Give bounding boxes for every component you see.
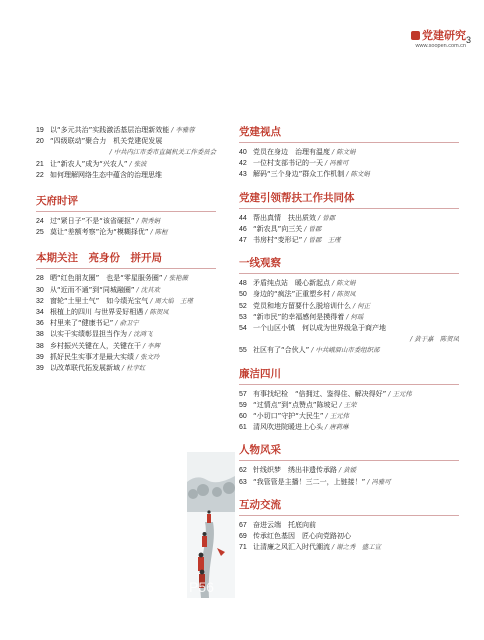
toc-section xyxy=(36,251,216,374)
toc-entry[interactable]: 63 “我管管是主播！三二一，上链接！” / 冯雅可 xyxy=(239,477,391,486)
toc-section xyxy=(239,191,459,247)
toc-entry[interactable]: 22 如何理解网络生态中蕴含的治理思维 xyxy=(36,170,162,179)
toc-section xyxy=(36,194,216,238)
toc-entry[interactable]: 44 帮出真情 扶出质效 / 曾郡 xyxy=(239,213,335,222)
page-number: 3 xyxy=(466,35,472,45)
magazine-logo xyxy=(396,30,466,42)
toc-entry[interactable]: 28 晒“红色朋友圈” 也是“零星服务圈” / 张艳薇 xyxy=(36,274,188,283)
toc-entry[interactable]: 38 乡村振兴关键在人，关键在干 / 李辉 xyxy=(36,341,160,350)
section-title: 党建引领帮扶工作共同体 xyxy=(239,191,355,204)
photo-caption: P56 xyxy=(189,579,214,595)
website-url[interactable]: www.soopen.com.cn xyxy=(415,43,466,49)
toc-entry[interactable]: 34 根植上的四川 与世界妥好相遇 / 陈贺凤 xyxy=(36,308,169,317)
section-title: 党建视点 xyxy=(239,126,281,138)
toc-entry-author-line: / 中共内江市委市直属机关工作委员会 xyxy=(109,148,216,157)
toc-section xyxy=(239,498,459,554)
seal-icon xyxy=(411,31,420,40)
section-title: 一线观察 xyxy=(239,257,281,270)
logo-text: 党建研究 xyxy=(422,29,466,42)
toc-entry[interactable]: 24 过“紧日子”不是“该省硬抠” / 荆秀娟 xyxy=(36,217,160,226)
toc-entry[interactable]: 67 奋进云端 托底向前 xyxy=(239,520,316,529)
toc-entry[interactable]: 47 书房村“变形记” / 曾郡 王瑾 xyxy=(239,236,341,245)
toc-entry[interactable]: 19 以“多元共治”实践激活基层治理新效能 / 李雅蓉 xyxy=(36,126,195,134)
toc-entry[interactable]: 53 “新市民”的幸福感何是摸得着 / 何瑶 xyxy=(239,312,364,321)
section-title: 本期关注 亮身份 拼开局 xyxy=(36,252,162,265)
section-divider xyxy=(239,208,459,209)
toc-entry[interactable]: 60 “小切口”守护“大民生” / 王元伟 xyxy=(239,412,349,421)
section-title: 天府时评 xyxy=(36,195,78,208)
toc-entry[interactable]: 25 莫让“差额考察”沦为“模糊择优” / 陈桓 xyxy=(36,228,168,237)
section-divider xyxy=(239,384,459,385)
toc-entry[interactable]: 59 “过情点”到“点赞点”陈坡记 / 王荣 xyxy=(239,400,357,409)
toc-entry[interactable]: 42 一位村支部书记的一天 / 冯雅可 xyxy=(239,159,349,168)
toc-entry[interactable]: 40 党员在身边 治理有温度 / 陈文娟 xyxy=(239,148,356,156)
toc-entry[interactable]: 50 身边的“疯法”正重塑乡村 / 陈贺凤 xyxy=(239,290,356,299)
section-divider xyxy=(239,273,459,274)
toc-entry[interactable]: 30 从“近而不通”到“同城融圈” / 沈其欢 xyxy=(36,285,160,294)
toc-entry[interactable]: 52 党员和地方留要什么脱培训什么 / 何正 xyxy=(239,301,370,310)
section-title: 互动交流 xyxy=(239,498,281,511)
toc-entry[interactable]: 32 窗轮“土里土气” 如今绩光宝气 / 周大焰 王瑾 xyxy=(36,296,193,305)
toc-entry[interactable]: 20 “四级联动”聚合力 机关党建促发展 xyxy=(36,137,163,146)
section-divider xyxy=(36,268,216,269)
toc-entry[interactable]: 39 以改革联代拓发展新域 / 杜宇红 xyxy=(36,364,146,373)
masthead xyxy=(396,30,466,50)
toc-entry[interactable]: 43 解码“三个身边”群众工作机制 / 陈文娟 xyxy=(239,170,370,179)
section-divider xyxy=(239,460,459,461)
section-divider xyxy=(36,211,216,212)
toc-entry[interactable]: 62 针线织梦 绣出非遗传承路 / 黄媛 xyxy=(239,466,356,475)
section-title: 人物风采 xyxy=(239,444,281,457)
toc-entry[interactable]: 54 一个山区小镇 何以成为世界级急于商产地 xyxy=(239,324,386,333)
toc-entry[interactable]: 55 社区有了“合伙人” / 中共峨眉山市委组织部 xyxy=(239,346,380,355)
toc-entry[interactable]: 61 清风吹进院暖进上心头 / 唐莉琳 xyxy=(239,423,349,432)
section-divider xyxy=(239,142,459,143)
toc-entry[interactable]: 39 抓好民生实事才是最大实绩 / 张文玲 xyxy=(36,352,160,361)
toc-section xyxy=(239,443,459,487)
toc-section xyxy=(239,367,459,434)
toc-section xyxy=(239,125,459,181)
toc-entry[interactable]: 21 让“新农人”成为“兴农人” / 张波 xyxy=(36,159,147,168)
toc-entry[interactable]: 71 让清廉之风汇入时代潮流 / 谢之秀 盛工宣 xyxy=(239,543,381,552)
section-divider xyxy=(239,515,459,516)
toc-section xyxy=(239,256,459,356)
toc-entry[interactable]: 57 有事找纪检 “倍拥过、鉴得住、解决得好” / 王元伟 xyxy=(239,389,412,398)
cover-photo-snow-scene xyxy=(187,452,235,598)
snow-scene-illustration xyxy=(187,452,235,598)
toc-right-column xyxy=(239,125,459,553)
toc-entry[interactable]: 38 以实干实绩彰显担当作为 / 沈鸿飞 xyxy=(36,330,153,339)
toc-entry[interactable]: 36 村里来了“健康书记” / 俞卫宁 xyxy=(36,319,139,328)
toc-entry[interactable]: 46 “新农具”向三关 / 曾郡 xyxy=(239,224,322,233)
toc-entry[interactable]: 48 矛盾纯点站 暖心新起点 / 陈文娟 xyxy=(239,279,356,288)
section-title: 廉洁四川 xyxy=(239,367,281,380)
toc-entry[interactable]: 69 传承红色基因 匠心向党路初心 xyxy=(239,532,351,541)
toc-entry-author-line: / 黄于嘉 陈贺凤 xyxy=(410,335,459,344)
toc-left-column xyxy=(36,125,216,374)
toc-section xyxy=(36,125,216,181)
